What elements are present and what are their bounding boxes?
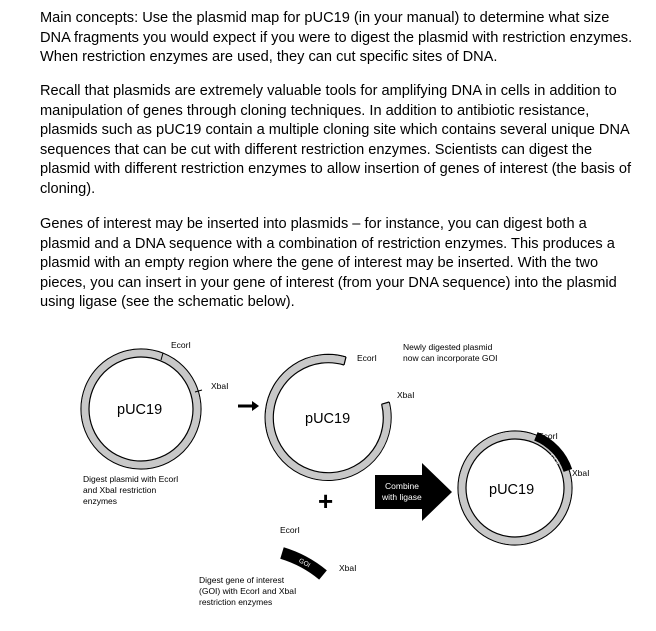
intro-paragraph: Main concepts: Use the plasmid map for pUC19 (in your manual) to determine what size DNA fragments you would expect if you were to digest the plasmid with restriction enzymes. When restriction enzymes are used, they can cut specific sites of DNA. <box>40 10 633 66</box>
goi-fragment <box>280 525 357 575</box>
caption-new-plasmid: Newly digested plasmid now can incorporate GOI <box>403 342 498 363</box>
xbai-label-2: XbaI <box>397 390 415 400</box>
caption-digest-gene: Digest gene of interest (GOI) with EcorI and XbaI restriction enzymes <box>199 575 297 607</box>
ecori-label-1: EcorI <box>171 340 191 350</box>
xbai-label-1: XbaI <box>211 381 229 391</box>
combine-label: Combine with ligase <box>382 481 422 502</box>
combine-arrow <box>375 463 452 521</box>
arrow-right-icon <box>238 401 259 411</box>
xbai-label-goi: XbaI <box>339 563 357 573</box>
xbai-label-3: XbaI <box>572 468 590 478</box>
plasmid-paragraph: Recall that plasmids are extremely valuable tools for amplifying DNA in cells in addition to manipulation of genes through cloning techniques. In addition to antibiotic resistance, plasmids such as pUC19 contain a multiple cloning site which contains several unique DNA sequences that can be cut with different restriction enzymes. Scientists can digest the plasmid with different restriction enzymes to allow insertion of genes of interest (the basis of cloning). <box>40 83 632 197</box>
goi-fragment-label: GOI <box>297 557 312 570</box>
ecori-label-2: EcorI <box>357 353 377 363</box>
plasmid-2-label: pUC19 <box>305 411 351 427</box>
cloning-schematic <box>0 320 656 631</box>
plasmid-3-label: pUC19 <box>489 482 535 498</box>
plasmid-1-label: pUC19 <box>117 402 163 418</box>
cloning-paragraph: Genes of interest may be inserted into plasmids – for instance, you can digest both a plasmid and a DNA sequence with a combination of restriction enzymes. This produces a plasmid with an empty region where the gene of interest may be inserted. With the two pieces, you can insert in your gene of interest (from your DNA sequence) into the plasmid using ligase (see the schematic below). <box>40 216 617 311</box>
plus-sign: + <box>318 486 334 516</box>
ecori-label-3: EcorI <box>538 431 558 441</box>
caption-digest-plasmid: Digest plasmid with EcorI and XbaI restriction enzymes <box>83 474 179 506</box>
plasmid-cut <box>265 353 414 480</box>
plasmid-recombinant <box>458 431 590 545</box>
ecori-label-goi: EcorI <box>280 525 300 535</box>
goi-insert-label: GOI <box>547 452 561 467</box>
plasmid-intact <box>81 340 229 469</box>
